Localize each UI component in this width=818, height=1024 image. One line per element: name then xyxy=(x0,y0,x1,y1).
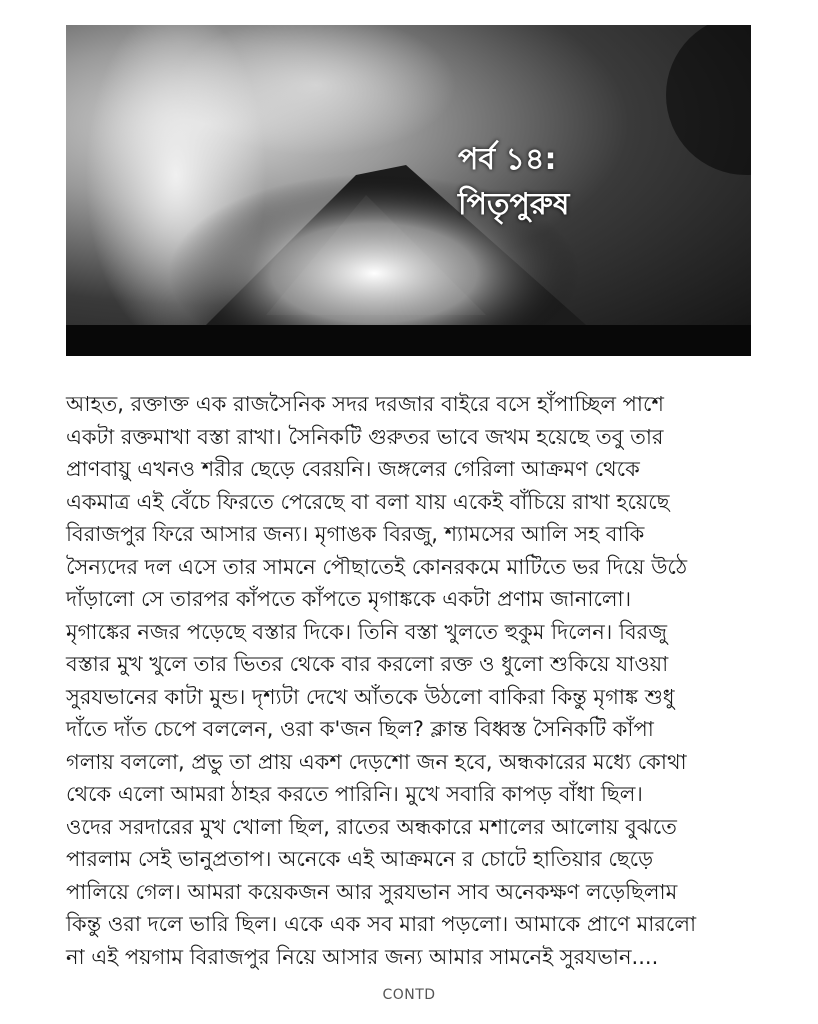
continued-label: CONTD xyxy=(382,987,436,1003)
text-line: প্রাণবায়ু এখনও শরীর ছেড়ে বেরয়নি। জঙ্গলের গেরিলা আক্রমণ থেকে xyxy=(66,457,640,481)
chapter-title: পিতৃপুরুষ xyxy=(458,187,570,222)
text-line: পালিয়ে গেল। আমরা কয়েকজন আর সুরযভান সাব অনেকক্ষণ লড়েছিলাম xyxy=(66,879,678,904)
text-line: ওদের সরদারের মুখ খোলা ছিল, রাতের অন্ধকারে মশালের আলোয় বুঝতে xyxy=(66,814,677,839)
story-text xyxy=(66,388,766,973)
text-line: থেকে এলো আমরা ঠাহর করতে পারিনি। মুখে সবারি কাপড় বাঁধা ছিল। xyxy=(66,782,643,806)
header-photo xyxy=(66,25,751,356)
text-line: বস্তার মুখ খুলে তার ভিতর থেকে বার করলো রক্ত ও ধুলো শুকিয়ে যাওয়া xyxy=(66,652,669,676)
bonfire-illustration xyxy=(66,25,751,356)
text-line: মৃগাঙ্কের নজর পড়েছে বস্তার দিকে। তিনি বস্তা খুলতে হুকুম দিলেন। বিরজু xyxy=(66,619,668,644)
text-line: না এই পয়গাম বিরাজপুর নিয়ে আসার জন্য আমার সামনেই সুরযভান.... xyxy=(66,944,659,969)
text-line: একমাত্র এই বেঁচে ফিরতে পেরেছে বা বলা যায় একেই বাঁচিয়ে রাখা হয়েছে xyxy=(66,489,670,514)
chapter-number: পর্ব ১৪: xyxy=(458,142,557,177)
text-line: দাঁতে দাঁত চেপে বললেন, ওরা ক'জন ছিল? ক্লান্ত বিধ্বস্ত সৈনিকটি কাঁপা xyxy=(66,717,654,741)
text-line: বিরাজপুর ফিরে আসার জন্য। মৃগাঙক বিরজু, শ্যামসের আলি সহ বাকি xyxy=(66,522,645,546)
text-line: আহত, রক্তাক্ত এক রাজসৈনিক সদর দরজার বাইরে বসে হাঁপাচ্ছিল পাশে xyxy=(66,392,664,416)
text-line: পারলাম সেই ভানুপ্রতাপ। অনেকে এই আক্রমনে র চোটে হাতিয়ার ছেড়ে xyxy=(66,847,654,871)
text-line: কিন্তু ওরা দলে ভারি ছিল। একে এক সব মারা পড়লো। আমাকে প্রাণে মারলো xyxy=(66,912,697,936)
text-line: গলায় বললো, প্রভু তা প্রায় একশ দেড়শো জন হবে, অন্ধকারের মধ্যে কোথা xyxy=(66,749,687,774)
text-line: একটা রক্তমাখা বস্তা রাখা। সৈনিকটি গুরুতর ভাবে জখম হয়েছে তবু তার xyxy=(66,424,664,449)
text-line: সৈন্যদের দল এসে তার সামনে পৌছাতেই কোনরকমে মাটিতে ভর দিয়ে উঠে xyxy=(66,554,688,579)
text-line: দাঁড়ালো সে তারপর কাঁপতে কাঁপতে মৃগাঙ্ককে একটা প্রণাম জানালো। xyxy=(66,587,632,611)
text-line: সুরযভানের কাটা মুন্ড। দৃশ্যটা দেখে আঁতকে উঠলো বাকিরা কিন্তু মৃগাঙ্ক শুধু xyxy=(66,684,675,709)
